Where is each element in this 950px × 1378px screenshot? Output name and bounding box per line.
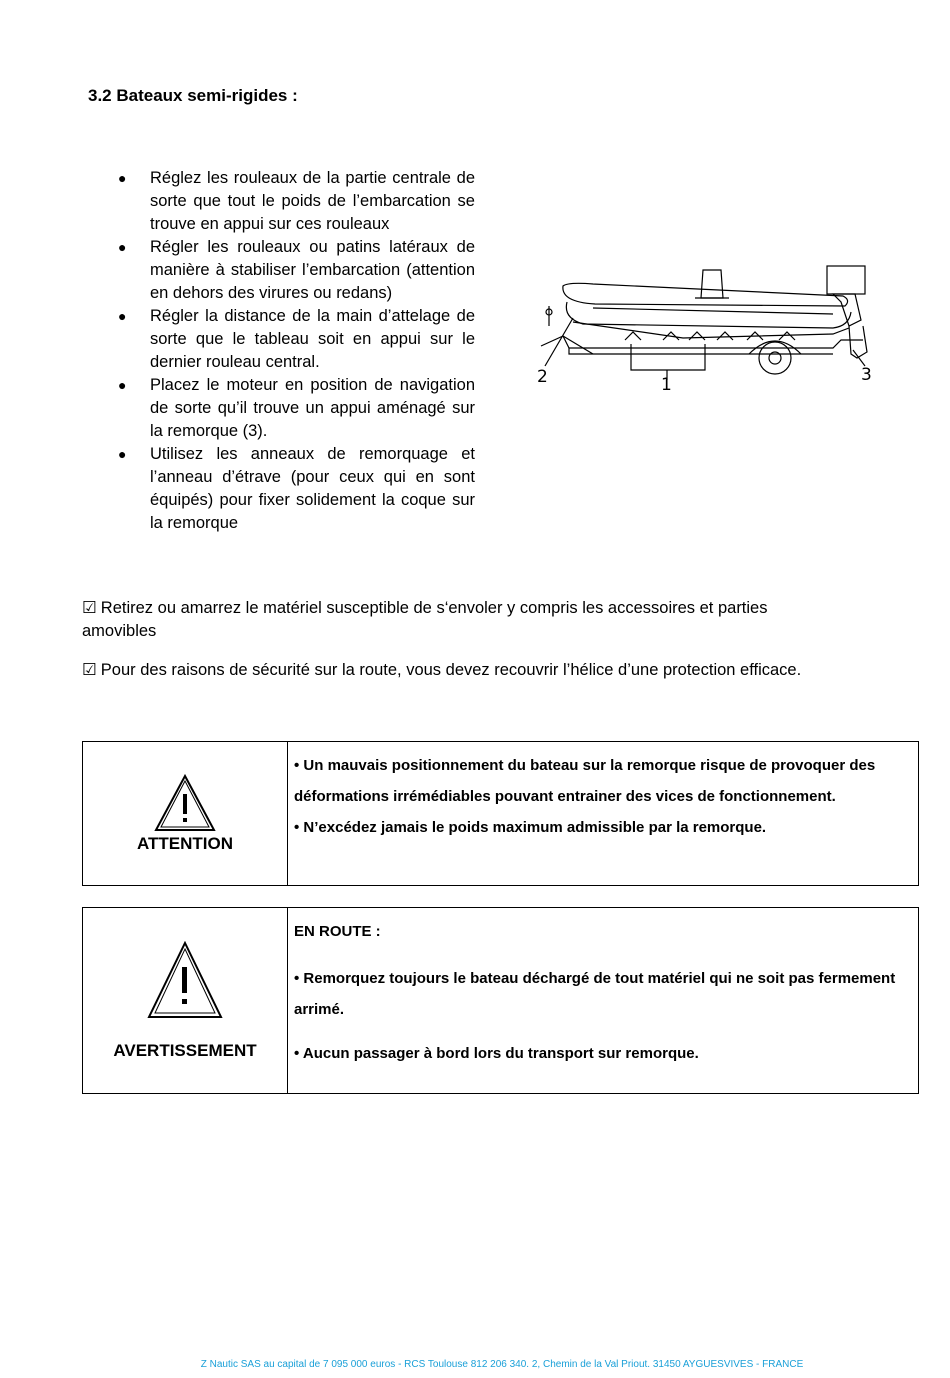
bullet-icon: ● <box>118 446 127 462</box>
warning-line: • N’excédez jamais le poids maximum admissible par la remorque. <box>294 819 767 836</box>
warning-symbol-cell <box>83 742 288 886</box>
warning-triangle-icon <box>147 941 223 1019</box>
bullet-icon: ● <box>118 239 127 255</box>
checkbox-checked-icon: ☑ <box>82 599 97 617</box>
attention-box <box>82 741 919 886</box>
list-item-text: Régler la distance de la main d’attelage de sorte que le tableau soit en appui sur le dernier rouleau central. <box>150 307 475 371</box>
instruction-list <box>112 167 475 535</box>
list-item <box>112 236 475 305</box>
list-item <box>112 305 475 374</box>
boat-trailer-illustration <box>533 262 895 397</box>
figure-label: 1 <box>661 375 672 395</box>
bullet-icon: ● <box>118 170 127 186</box>
warning-line: • Aucun passager à bord lors du transport sur remorque. <box>294 1045 699 1062</box>
list-item <box>112 443 475 535</box>
list-item <box>112 167 475 236</box>
bullet-icon: ● <box>118 377 127 393</box>
list-item-text: Régler les rouleaux ou patins latéraux de manière à stabiliser l’embarcation (attention en dehors des virures ou redans) <box>150 238 475 302</box>
checklist-item <box>82 659 902 682</box>
checklist-item-text: Retirez ou amarrez le matériel susceptible de s‘envoler y compris les accessoires et parties amovibles <box>82 599 768 640</box>
list-item <box>112 374 475 443</box>
checklist-item-text: Pour des raisons de sécurité sur la route, vous devez recouvrir l’hélice d’une protection efficace. <box>100 661 802 679</box>
figure-label: 3 <box>861 365 872 385</box>
avertissement-box <box>82 907 919 1094</box>
bullet-icon: ● <box>118 308 127 324</box>
warning-line: • Un mauvais positionnement du bateau sur la remorque risque de provoquer des déformations irrémédiables pouvant entrainer des vices de fonctionnement. <box>294 757 876 805</box>
warning-label: AVERTISSEMENT <box>113 1040 257 1060</box>
checkbox-checked-icon: ☑ <box>82 661 97 679</box>
warning-message <box>288 908 919 1094</box>
section-title: 3.2 Bateaux semi-rigides : <box>88 86 298 105</box>
checklist-item <box>82 597 842 643</box>
warning-line: • Remorquez toujours le bateau déchargé de tout matériel qui ne soit pas fermement arrimé. <box>294 970 896 1018</box>
warning-triangle-icon <box>154 774 216 832</box>
warning-message <box>288 742 919 886</box>
warning-heading: EN ROUTE : <box>294 923 381 940</box>
page-footer: Z Nautic SAS au capital de 7 095 000 euros - RCS Toulouse 812 206 340. 2, Chemin de la Val Priout. 31450 AYGUESVIVES - FRANCE <box>200 1359 804 1370</box>
list-item-text: Utilisez les anneaux de remorquage et l’anneau d’étrave (pour ceux qui en sont équipés) pour fixer solidement la coque sur la remorque <box>150 445 475 532</box>
list-item-text: Placez le moteur en position de navigation de sorte qu’il trouve un appui aménagé sur la remorque (3). <box>150 376 475 440</box>
list-item-text: Réglez les rouleaux de la partie centrale de sorte que tout le poids de l’embarcation se trouve en appui sur ces rouleaux <box>150 169 475 233</box>
warning-symbol-cell <box>83 908 288 1094</box>
warning-label: ATTENTION <box>136 833 233 853</box>
figure-label: 2 <box>537 367 548 387</box>
